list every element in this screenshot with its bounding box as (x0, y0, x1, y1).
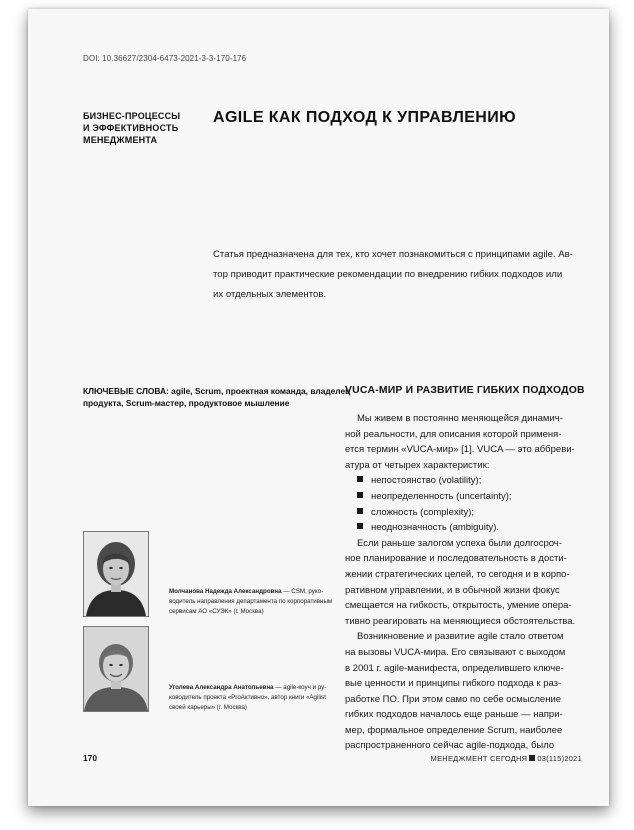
square-bullet-icon (357, 492, 363, 498)
body-line: мер, формальное определение Scrum, наиболее (345, 724, 563, 736)
page-number: 170 (83, 753, 97, 763)
body-column (345, 411, 607, 754)
keywords-label: КЛЮЧЕВЫЕ СЛОВА: (83, 386, 169, 396)
body-line: Если раньше залогом успеха были долгосроч- (357, 537, 562, 549)
body-line: в 2001 г. agile-манифеста, определившего ключе- (345, 662, 564, 674)
section-heading: VUCA-МИР И РАЗВИТИЕ ГИБКИХ ПОДХОДОВ (345, 385, 585, 396)
square-bullet-icon (357, 523, 363, 529)
abstract-line: Статья предназначена для тех, кто хочет познакомиться с принципами agile. Ав- (213, 249, 573, 260)
body-line: Возникновение и развитие agile стало ответом (357, 631, 564, 643)
body-line: вые ценности и принципы гибкого подхода к раз- (345, 678, 562, 690)
body-line: работке ПО. При этом само по себе осмысление (345, 693, 562, 705)
keywords-line: продукта, Scrum-мастер, продуктовое мышление (83, 398, 290, 408)
author-role: — CSM, руко- (281, 588, 324, 595)
author-caption (169, 683, 327, 714)
doi-line: DOI: 10.36627/2304-6473-2021-3-3-170-176 (83, 54, 247, 63)
body-line: жении стратегических целей, то сегодня и в корпо- (345, 568, 570, 580)
author-role: ководитель проекта «ProАктивно», автор книги «Agilist (169, 694, 326, 702)
author-role: своей карьеры» (г. Москва) (169, 704, 247, 712)
rubric-line: БИЗНЕС-ПРОЦЕССЫ (83, 111, 181, 121)
journal-issue: 03(115)2021 (537, 754, 582, 763)
bullet-text: сложность (complexity); (371, 506, 474, 518)
journal-footer (431, 754, 582, 763)
body-line: распространенного сейчас agile-подхода, было (345, 740, 555, 752)
body-line: атура от четырех характеристик: (345, 459, 490, 471)
journal-name: МЕНЕДЖМЕНТ СЕГОДНЯ (430, 754, 528, 763)
bullet-item (345, 505, 607, 521)
author-role: водитель направления департамента по корпоративным (169, 598, 333, 606)
abstract-line: их отдельных элементов. (213, 289, 327, 300)
square-separator-icon (529, 755, 535, 761)
body-line: на вызовы VUCA-мира. Его связывают с выходом (345, 646, 566, 658)
bullet-item (345, 489, 607, 505)
body-line: ной реальности, для описания которой применя- (345, 428, 562, 440)
rubric-line: И ЭФФЕКТИВНОСТЬ (83, 123, 179, 133)
abstract (213, 245, 588, 305)
square-bullet-icon (357, 508, 363, 514)
author-name: Уголева Александра Анатольевна (169, 684, 274, 691)
square-bullet-icon (357, 476, 363, 482)
journal-page (28, 9, 609, 806)
author-photo (83, 626, 149, 712)
body-line: Мы живем в постоянно меняющейся динамич- (357, 413, 563, 424)
rubric (83, 110, 213, 146)
abstract-line: тор приводит практические рекомендации по внедрению гибких подходов или (213, 269, 563, 280)
author-photo (83, 531, 149, 617)
bullet-item (345, 520, 607, 536)
author-caption (169, 587, 333, 618)
keywords-line: agile, Scrum, проектная команда, владелец (171, 386, 351, 396)
bullet-text: неопределенность (uncertainty); (371, 490, 512, 502)
bullet-item (345, 473, 607, 489)
body-line: смещается на гибкость, открытость, умение опера- (345, 600, 572, 612)
author-role: сервисам АО «СУЭК» (г. Москва) (169, 608, 264, 616)
author-name: Молчанова Надежда Александровна (169, 588, 282, 595)
body-line: ративном управлении, и в обычной жизни фокус (345, 584, 560, 596)
body-line: тивно реагировать на меняющиеся обстоятельства. (345, 615, 576, 627)
author-role: — agile-коуч и ру- (273, 684, 327, 691)
body-line: гибких подходов началось еще раньше — напри- (345, 709, 563, 721)
keywords-block (83, 385, 351, 409)
bullet-text: неоднозначность (ambiguity). (371, 522, 500, 534)
article-title: AGILE КАК ПОДХОД К УПРАВЛЕНИЮ (213, 109, 517, 126)
body-line: ное планирование и последовательность в дости- (345, 553, 567, 565)
bullet-text: непостоянство (volatility); (371, 475, 482, 487)
body-line: ется термин «VUCA-мир» [1]. VUCA — это аббреви- (345, 444, 575, 456)
rubric-line: МЕНЕДЖМЕНТА (83, 135, 158, 145)
